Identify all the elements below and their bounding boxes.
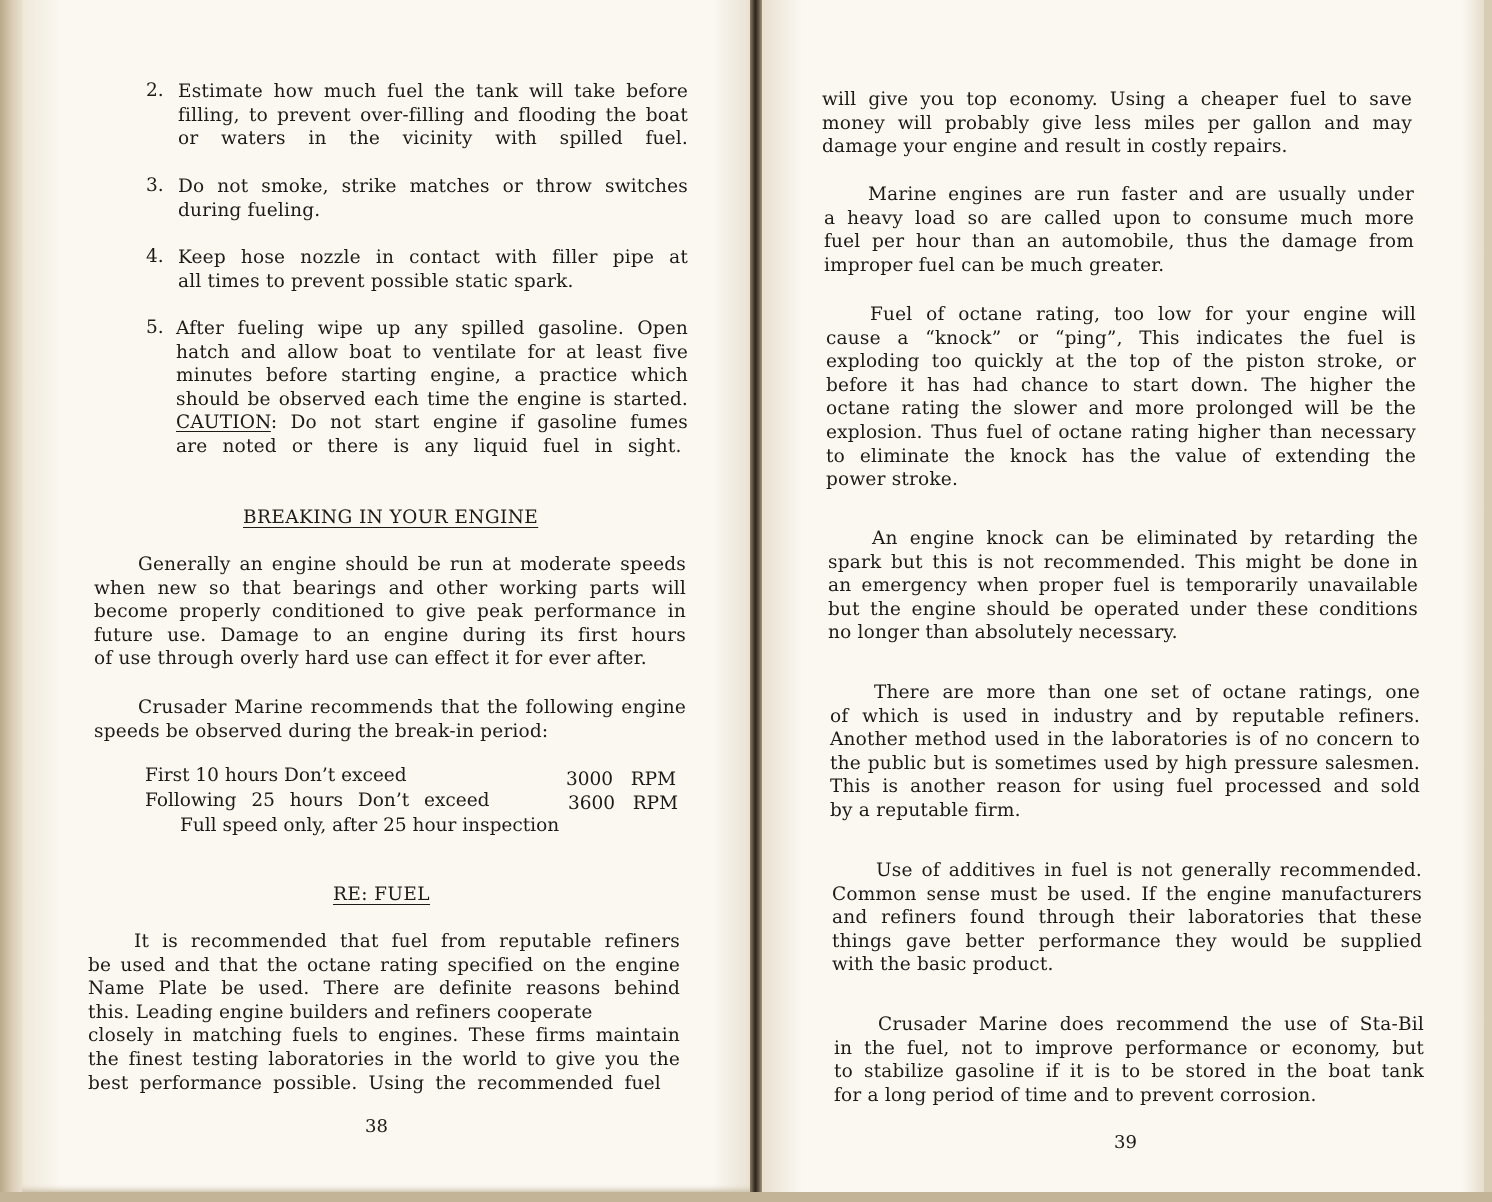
- speed-note: Full speed only, after 25 hour inspection: [180, 815, 560, 836]
- speed-rpm: [566, 769, 676, 790]
- text-line: exploding too quickly at the top of the piston stroke, or: [826, 351, 1416, 373]
- paragraph: [828, 527, 1418, 645]
- paragraph: [830, 681, 1420, 823]
- text-line: an emergency when proper fuel is temporarily unavailable: [828, 575, 1418, 597]
- text-line: Fuel of octane rating, too low for your engine will: [870, 304, 1416, 325]
- text-line: Common sense must be used. If the engine manufacturers: [832, 883, 1422, 905]
- text-line: Marine engines are run faster and are usually under: [868, 184, 1414, 205]
- page-edge-bottom: [0, 1192, 1492, 1202]
- text-line: Crusader Marine recommends that the following engine: [138, 697, 686, 718]
- text-line: closely in matching fuels to engines. These firms maintain: [88, 1025, 680, 1047]
- text-line: a heavy load so are called upon to consume much more: [824, 207, 1414, 229]
- page-number: 38: [365, 1116, 388, 1137]
- paragraph: [834, 1013, 1424, 1107]
- speed-label: Following 25 hours Don’t exceed: [145, 790, 490, 811]
- text-line: Crusader Marine does recommend the use of Sta-Bil: [878, 1014, 1424, 1035]
- text-span: : Do not start engine if gasoline fumes: [270, 412, 688, 434]
- section-heading-fuel: RE: FUEL: [333, 884, 430, 905]
- text-line: This is another reason for using fuel processed and sold: [830, 776, 1420, 798]
- text-line: no longer than absolutely necessary.: [828, 622, 1178, 644]
- page-edge: [1484, 0, 1492, 1202]
- text-line: are noted or there is any liquid fuel in sight.: [176, 435, 682, 457]
- text-line: with the basic product.: [832, 954, 1054, 976]
- text-line: the finest testing laboratories in the world to give you the: [88, 1048, 680, 1070]
- text-line: power stroke.: [826, 469, 959, 491]
- rpm-value: 3600: [568, 793, 616, 814]
- section-heading-breakin: BREAKING IN YOUR ENGINE: [243, 507, 539, 528]
- text-line: the public but is sometimes used by high pressure salesmen.: [830, 752, 1420, 774]
- text-line: before it has had chance to start down. The higher the: [826, 374, 1416, 396]
- speed-row: [145, 790, 490, 811]
- text-line: Keep hose nozzle in contact with filler pipe at: [178, 247, 688, 268]
- text-line: to eliminate the knock has the value of extending the: [826, 445, 1416, 467]
- text-line: improper fuel can be much greater.: [824, 254, 1165, 276]
- speed-row: [145, 765, 407, 786]
- caution-line: [176, 411, 688, 435]
- text-line: should be observed each time the engine is started.: [176, 388, 688, 410]
- text-line: all times to prevent possible static spark.: [178, 270, 574, 292]
- text-line: in the fuel, not to improve performance or economy, but: [834, 1037, 1424, 1059]
- paragraph: [826, 303, 1416, 492]
- text-line: Another method used in the laboratories is of no concern to: [830, 729, 1420, 751]
- text-line: cause a “knock” or “ping”, This indicates the fuel is: [826, 327, 1416, 349]
- page-number: 39: [1114, 1132, 1137, 1153]
- text-line: hatch and allow boat to ventilate for at least five: [176, 341, 688, 363]
- text-line: spark but this is not recommended. This might be done in: [828, 551, 1418, 573]
- paragraph: [94, 696, 686, 743]
- paragraph: [832, 859, 1422, 977]
- text-line: will give you top economy. Using a cheaper fuel to save: [822, 89, 1412, 110]
- list-item-text: [178, 80, 688, 151]
- text-line: Name Plate be used. There are definite reasons behind: [88, 978, 680, 1000]
- text-line: filling, to prevent over-filling and flooding the boat: [178, 104, 688, 126]
- paragraph: [94, 553, 686, 671]
- list-item-text: [178, 175, 688, 222]
- text-line: of use through overly hard use can effect it for ever after.: [94, 648, 647, 670]
- paragraph: [824, 183, 1414, 277]
- text-line: After fueling wipe up any spilled gasoline. Open: [176, 318, 688, 339]
- text-line: by a reputable firm.: [830, 799, 1021, 821]
- list-item-number: 5.: [146, 317, 164, 338]
- text-line: Estimate how much fuel the tank will take before: [178, 81, 688, 102]
- list-item-text: [178, 246, 688, 293]
- text-line: best performance possible. Using the recommended fuel: [88, 1072, 661, 1094]
- text-line: explosion. Thus fuel of octane rating higher than necessary: [826, 421, 1416, 443]
- text-line: when new so that bearings and other working parts will: [94, 577, 686, 599]
- list-item-text: [176, 317, 688, 459]
- text-line: octane rating the slower and more prolonged will be the: [826, 398, 1416, 420]
- text-line: but the engine should be operated under these conditions: [828, 598, 1418, 620]
- list-item-number: 2.: [146, 80, 164, 101]
- text-line: damage your engine and result in costly repairs.: [822, 136, 1288, 158]
- text-line: It is recommended that fuel from reputable refiners: [134, 931, 680, 952]
- text-line: fuel per hour than an automobile, thus the damage from: [824, 231, 1414, 253]
- list-item-number: 4.: [146, 246, 164, 267]
- rpm-value: 3000: [566, 769, 614, 790]
- speed-rpm: [568, 793, 678, 814]
- text-line: be used and that the octane rating specified on the engine: [88, 954, 680, 976]
- text-line: become properly conditioned to give peak performance in: [94, 601, 686, 623]
- speed-label: First 10 hours Don’t exceed: [145, 765, 407, 786]
- text-line: future use. Damage to an engine during its first hours: [94, 624, 686, 646]
- caution-label: CAUTION: [176, 412, 271, 434]
- text-line: Generally an engine should be run at moderate speeds: [138, 554, 686, 575]
- text-line: Do not smoke, strike matches or throw switches: [178, 176, 688, 197]
- text-line: minutes before starting engine, a practice which: [176, 365, 688, 387]
- list-item-number: 3.: [146, 175, 164, 196]
- text-line: to stabilize gasoline if it is to be stored in the boat tank: [834, 1061, 1424, 1083]
- text-line: for a long period of time and to prevent corrosion.: [834, 1084, 1317, 1106]
- text-line: Use of additives in fuel is not generally recommended.: [876, 860, 1422, 881]
- text-line: There are more than one set of octane ratings, one: [874, 682, 1420, 703]
- book-gutter: [750, 0, 762, 1202]
- text-line: and refiners found through their laboratories that these: [832, 907, 1422, 929]
- text-line: or waters in the vicinity with spilled fuel.: [178, 128, 688, 150]
- paragraph: [88, 930, 680, 1095]
- text-line: of which is used in industry and by reputable refiners.: [830, 705, 1420, 727]
- rpm-unit: RPM: [632, 793, 679, 814]
- text-line: during fueling.: [178, 199, 321, 221]
- paragraph: [822, 88, 1412, 159]
- text-line: An engine knock can be eliminated by retarding the: [872, 528, 1418, 549]
- text-line: this. Leading engine builders and refiners cooperate: [88, 1001, 593, 1023]
- text-line: speeds be observed during the break-in period:: [94, 720, 549, 742]
- text-line: things gave better performance they would be supplied: [832, 930, 1422, 952]
- rpm-unit: RPM: [630, 769, 677, 790]
- text-line: money will probably give less miles per gallon and may: [822, 112, 1412, 134]
